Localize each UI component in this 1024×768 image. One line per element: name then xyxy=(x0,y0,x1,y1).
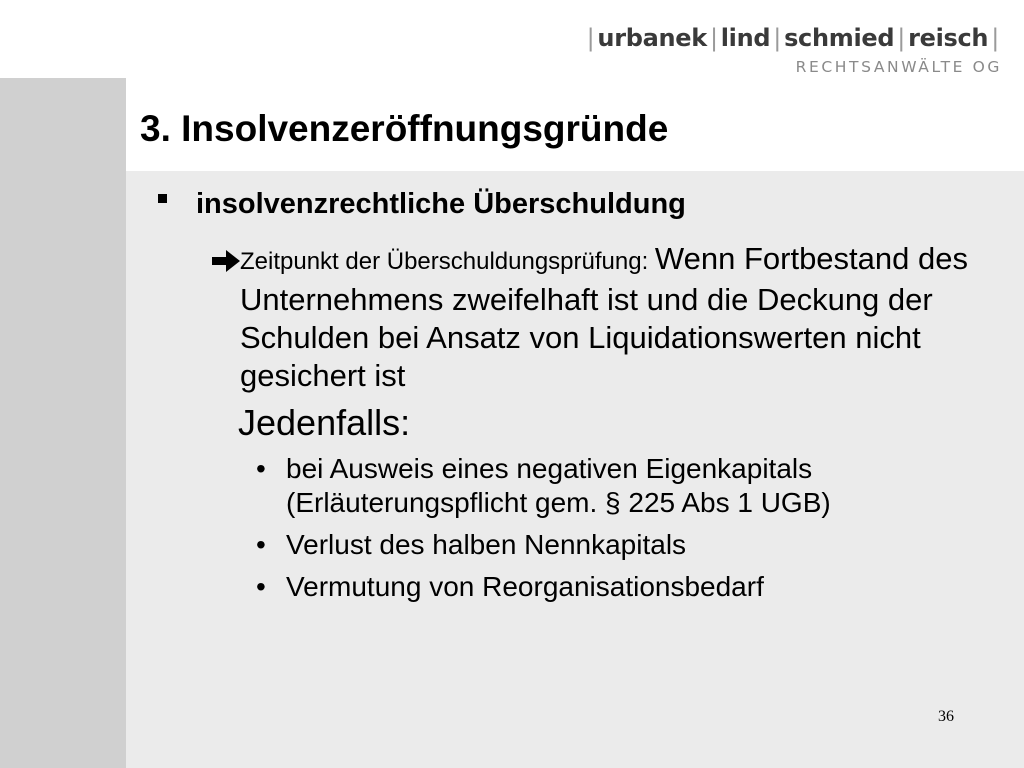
list-item xyxy=(256,570,996,604)
bullet-dot-icon: • xyxy=(256,571,266,602)
logo-name: schmied xyxy=(784,24,895,52)
arrow-item-body: Wenn Fortbestand des Unternehmens zweifelhaft ist und die Deckung der Schulden bei Ansatz von Liquidationswerten nicht gesichert ist xyxy=(240,241,968,393)
list-item-text: Vermutung von Reorganisationsbedarf xyxy=(286,571,764,602)
jedenfalls-heading: Jedenfalls: xyxy=(238,402,411,443)
bullet-dot-icon: • xyxy=(256,529,266,560)
list-item xyxy=(256,528,996,562)
list-item-text: bei Ausweis eines negativen Eigenkapitals (Erläuterungspflicht gem. § 225 Abs 1 UGB) xyxy=(286,453,831,518)
list-item-text: Verlust des halben Nennkapitals xyxy=(286,529,687,560)
logo-names: | urbanek | lind | schmied | reisch | xyxy=(586,24,999,52)
right-arrow-icon xyxy=(212,250,240,272)
square-bullet-icon xyxy=(158,194,167,203)
logo-name: urbanek xyxy=(597,24,707,52)
logo-name: lind xyxy=(720,24,771,52)
arrow-item-lead: Zeitpunkt der Überschuldungsprüfung: xyxy=(240,248,655,275)
sub-bullet-list xyxy=(256,452,996,612)
arrow-item xyxy=(212,240,1002,395)
logo-name: reisch xyxy=(908,24,989,52)
page-number: 36 xyxy=(938,708,954,725)
arrow-item-text xyxy=(240,240,1002,395)
main-bullet-text: insolvenzrechtliche Überschuldung xyxy=(196,188,686,220)
list-item xyxy=(256,452,996,520)
firm-logo xyxy=(584,24,1002,76)
main-bullet xyxy=(158,188,686,220)
logo-subtitle: RECHTSANWÄLTE OG xyxy=(795,58,1002,76)
bullet-dot-icon: • xyxy=(256,453,266,484)
left-decorative-strip xyxy=(0,78,126,768)
slide-title: 3. Insolvenzeröffnungsgründe xyxy=(140,108,669,149)
